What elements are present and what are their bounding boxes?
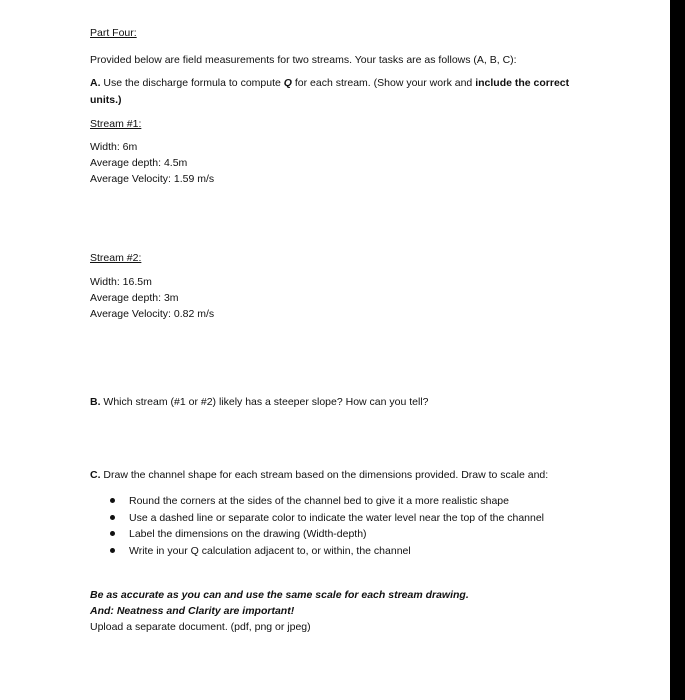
task-b: [90, 396, 429, 409]
stream2-title: Stream #2:: [90, 252, 142, 264]
bullet-text: Use a dashed line or separate color to indicate the water level near the top of the channel: [129, 511, 545, 524]
stream2-depth: Average depth: 3m: [90, 292, 179, 304]
bullet-dot-icon: [110, 531, 115, 536]
part-heading: Part Four:: [90, 27, 137, 39]
stream1-depth: Average depth: 4.5m: [90, 157, 188, 169]
bullet-dot-icon: [110, 548, 115, 553]
footer-line3: Upload a separate document. (pdf, png or jpeg): [90, 621, 311, 633]
stream2-velocity: Average Velocity: 0.82 m/s: [90, 308, 215, 320]
task-c: [90, 469, 548, 482]
bullet-text: Label the dimensions on the drawing (Width-depth): [129, 528, 367, 540]
stream1-width: Width: 6m: [90, 141, 138, 153]
stream2-width: Width: 16.5m: [90, 276, 152, 288]
bullet-dot-icon: [110, 515, 115, 520]
stream1-velocity: Average Velocity: 1.59 m/s: [90, 173, 215, 185]
footer-line1: Be as accurate as you can and use the same scale for each stream drawing.: [90, 589, 469, 601]
task-a-line2: units.): [90, 94, 122, 106]
task-b-letter: B.: [90, 396, 101, 408]
bullet-dot-icon: [110, 498, 115, 503]
task-c-letter: C.: [90, 469, 101, 481]
task-c-text: Draw the channel shape for each stream based on the dimensions provided. Draw to scale and:: [100, 469, 549, 481]
task-b-text: Which stream (#1 or #2) likely has a steeper slope? How can you tell?: [100, 396, 429, 408]
bullet-text: Round the corners at the sides of the channel bed to give it a more realistic shape: [129, 495, 509, 507]
task-c-bullet-list: [108, 493, 544, 559]
bullet-item: [108, 510, 544, 527]
task-a-bold: include the correct: [475, 77, 570, 89]
task-a-text2: for each stream. (Show your work and: [291, 77, 476, 89]
footer-line2: And: Neatness and Clarity are important!: [90, 605, 295, 617]
intro-text: Provided below are field measurements for two streams. Your tasks are as follows (A, B, C):: [90, 54, 517, 66]
task-a-letter: A.: [90, 77, 101, 89]
task-a-line1: [90, 77, 569, 90]
bullet-item: [108, 493, 544, 510]
bullet-text: Write in your Q calculation adjacent to, or within, the channel: [129, 544, 411, 557]
bullet-item: [108, 543, 544, 560]
task-a-text1: Use the discharge formula to compute: [100, 77, 284, 89]
stream1-title: Stream #1:: [90, 118, 142, 130]
bullet-item: [108, 526, 544, 543]
task-a-q: Q: [283, 77, 292, 89]
